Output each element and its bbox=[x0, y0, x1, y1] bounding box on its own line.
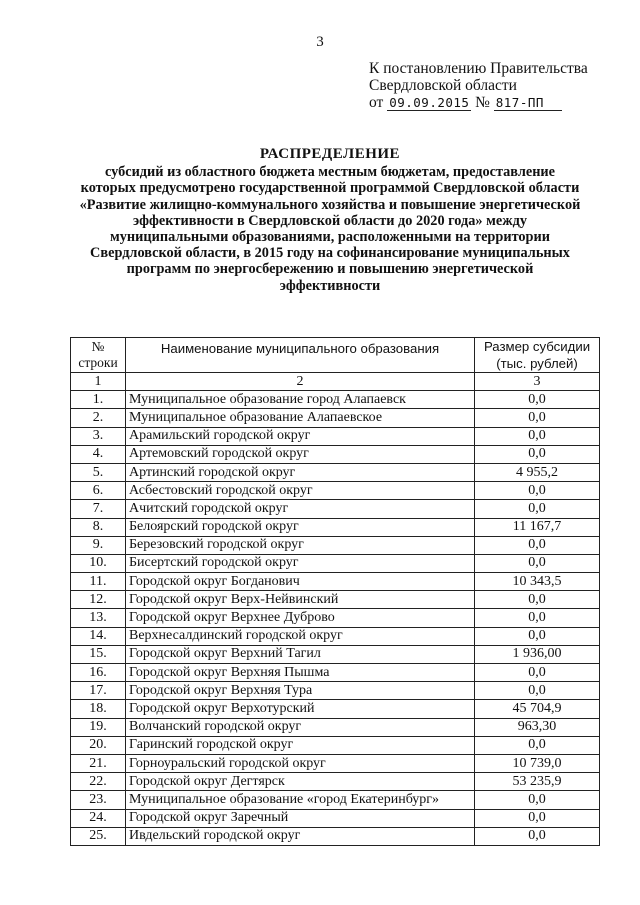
subsidy-value-cell: 0,0 bbox=[475, 809, 600, 827]
row-number-cell: 16. bbox=[71, 664, 126, 682]
municipality-name-cell: Ивдельский городской округ bbox=[126, 827, 475, 845]
row-number-cell: 12. bbox=[71, 591, 126, 609]
table-row bbox=[71, 609, 600, 627]
table-row bbox=[71, 627, 600, 645]
row-number-cell: 25. bbox=[71, 827, 126, 845]
document-title bbox=[60, 146, 600, 294]
municipality-name-cell: Горноуральский городской округ bbox=[126, 754, 475, 772]
title-line: которых предусмотрено государственной программой Свердловской области bbox=[80, 180, 580, 197]
table-row bbox=[71, 736, 600, 754]
municipality-name-cell: Ачитский городской округ bbox=[126, 500, 475, 518]
row-number-cell: 8. bbox=[71, 518, 126, 536]
row-number-cell: 10. bbox=[71, 554, 126, 572]
row-number-cell: 5. bbox=[71, 463, 126, 481]
municipality-name-cell: Березовский городской округ bbox=[126, 536, 475, 554]
row-number-cell: 6. bbox=[71, 482, 126, 500]
subsidy-value-cell: 0,0 bbox=[475, 391, 600, 409]
approval-date: 09.09.2015 bbox=[389, 95, 470, 110]
row-number-cell: 18. bbox=[71, 700, 126, 718]
header-name: Наименование муниципального образования bbox=[126, 338, 475, 373]
header-num-line-1: № bbox=[91, 339, 105, 354]
municipality-name-cell: Гаринский городской округ bbox=[126, 736, 475, 754]
table-row bbox=[71, 682, 600, 700]
municipality-name-cell: Городской округ Верх-Нейвинский bbox=[126, 591, 475, 609]
approval-block bbox=[369, 60, 588, 111]
subsidy-table bbox=[70, 337, 600, 846]
row-number-cell: 21. bbox=[71, 754, 126, 772]
title-line: муниципальными образованиями, расположенными на территории bbox=[110, 229, 550, 246]
row-number-cell: 15. bbox=[71, 645, 126, 663]
from-label: от bbox=[369, 94, 384, 111]
table-row bbox=[71, 427, 600, 445]
municipality-name-cell: Городской округ Верхняя Тура bbox=[126, 682, 475, 700]
table-index-row bbox=[71, 373, 600, 391]
row-number-cell: 17. bbox=[71, 682, 126, 700]
table-row bbox=[71, 391, 600, 409]
municipality-name-cell: Городской округ Верхнее Дуброво bbox=[126, 609, 475, 627]
table-row bbox=[71, 791, 600, 809]
row-number-cell: 22. bbox=[71, 773, 126, 791]
table-row bbox=[71, 482, 600, 500]
table-row bbox=[71, 536, 600, 554]
row-number-cell: 2. bbox=[71, 409, 126, 427]
row-number-cell: 20. bbox=[71, 736, 126, 754]
table-row bbox=[71, 445, 600, 463]
subsidy-value-cell: 0,0 bbox=[475, 827, 600, 845]
subsidy-value-cell: 1 936,00 bbox=[475, 645, 600, 663]
row-number-cell: 9. bbox=[71, 536, 126, 554]
subsidy-value-cell: 0,0 bbox=[475, 609, 600, 627]
subsidy-value-cell: 0,0 bbox=[475, 536, 600, 554]
municipality-name-cell: Волчанский городской округ bbox=[126, 718, 475, 736]
header-row-number bbox=[71, 338, 126, 373]
title-line: «Развитие жилищно-коммунального хозяйства и повышение энергетической bbox=[79, 196, 581, 213]
title-line: эффективности bbox=[279, 277, 381, 294]
title-line: Свердловской области, в 2015 году на софинансирование муниципальных bbox=[90, 245, 570, 262]
table-row bbox=[71, 463, 600, 481]
header-size-line-2: (тыс. рублей) bbox=[496, 356, 578, 371]
table-header-row bbox=[71, 338, 600, 373]
subsidy-value-cell: 0,0 bbox=[475, 554, 600, 572]
municipality-name-cell: Городской округ Верхняя Пышма bbox=[126, 664, 475, 682]
municipality-name-cell: Городской округ Дегтярск bbox=[126, 773, 475, 791]
municipality-name-cell: Городской округ Верхний Тагил bbox=[126, 645, 475, 663]
municipality-name-cell: Муниципальное образование город Алапаевск bbox=[126, 391, 475, 409]
subsidy-value-cell: 0,0 bbox=[475, 682, 600, 700]
table-row bbox=[71, 809, 600, 827]
row-number-cell: 13. bbox=[71, 609, 126, 627]
approval-date-line bbox=[369, 94, 588, 111]
municipality-name-cell: Арамильский городской округ bbox=[126, 427, 475, 445]
subsidy-value-cell: 0,0 bbox=[475, 736, 600, 754]
subsidy-value-cell: 10 343,5 bbox=[475, 573, 600, 591]
subsidy-value-cell: 11 167,7 bbox=[475, 518, 600, 536]
municipality-name-cell: Белоярский городской округ bbox=[126, 518, 475, 536]
municipality-name-cell: Артемовский городской округ bbox=[126, 445, 475, 463]
row-number-cell: 19. bbox=[71, 718, 126, 736]
row-number-cell: 23. bbox=[71, 791, 126, 809]
subsidy-value-cell: 53 235,9 bbox=[475, 773, 600, 791]
row-number-cell: 24. bbox=[71, 809, 126, 827]
title-line: программ по энергосбережению и повышению энергетической bbox=[126, 261, 534, 278]
subsidy-value-cell: 0,0 bbox=[475, 627, 600, 645]
index-cell: 2 bbox=[126, 373, 475, 391]
subsidy-value-cell: 0,0 bbox=[475, 445, 600, 463]
municipality-name-cell: Асбестовский городской округ bbox=[126, 482, 475, 500]
subsidy-value-cell: 0,0 bbox=[475, 427, 600, 445]
index-cell: 3 bbox=[475, 373, 600, 391]
approval-line-1: К постановлению Правительства bbox=[369, 60, 588, 77]
subsidy-value-cell: 963,30 bbox=[475, 718, 600, 736]
municipality-name-cell: Бисертский городской округ bbox=[126, 554, 475, 572]
municipality-name-cell: Городской округ Верхотурский bbox=[126, 700, 475, 718]
number-label: № bbox=[475, 94, 490, 111]
row-number-cell: 11. bbox=[71, 573, 126, 591]
subsidy-value-cell: 0,0 bbox=[475, 409, 600, 427]
table-row bbox=[71, 518, 600, 536]
subsidy-value-cell: 0,0 bbox=[475, 591, 600, 609]
table-row bbox=[71, 591, 600, 609]
subsidy-value-cell: 4 955,2 bbox=[475, 463, 600, 481]
subsidy-value-cell: 0,0 bbox=[475, 500, 600, 518]
table-row bbox=[71, 827, 600, 845]
table-row bbox=[71, 754, 600, 772]
table-row bbox=[71, 773, 600, 791]
row-number-cell: 1. bbox=[71, 391, 126, 409]
approval-number: 817-ПП bbox=[494, 96, 562, 111]
municipality-name-cell: Муниципальное образование Алапаевское bbox=[126, 409, 475, 427]
page-number: 3 bbox=[316, 34, 324, 50]
subsidy-value-cell: 10 739,0 bbox=[475, 754, 600, 772]
subsidy-value-cell: 0,0 bbox=[475, 791, 600, 809]
row-number-cell: 14. bbox=[71, 627, 126, 645]
table-row bbox=[71, 500, 600, 518]
municipality-name-cell: Городской округ Заречный bbox=[126, 809, 475, 827]
row-number-cell: 7. bbox=[71, 500, 126, 518]
subsidy-value-cell: 45 704,9 bbox=[475, 700, 600, 718]
municipality-name-cell: Городской округ Богданович bbox=[126, 573, 475, 591]
municipality-name-cell: Верхнесалдинский городской округ bbox=[126, 627, 475, 645]
table-row bbox=[71, 554, 600, 572]
table-row bbox=[71, 718, 600, 736]
municipality-name-cell: Муниципальное образование «город Екатеринбург» bbox=[126, 791, 475, 809]
index-cell: 1 bbox=[71, 373, 126, 391]
subsidy-value-cell: 0,0 bbox=[475, 664, 600, 682]
table-row bbox=[71, 664, 600, 682]
table-row bbox=[71, 700, 600, 718]
approval-line-2: Свердловской области bbox=[369, 77, 517, 94]
header-size-line-1: Размер субсидии bbox=[483, 339, 591, 354]
municipality-name-cell: Артинский городской округ bbox=[126, 463, 475, 481]
title-heading: РАСПРЕДЕЛЕНИЕ bbox=[259, 146, 401, 162]
row-number-cell: 4. bbox=[71, 445, 126, 463]
header-num-line-2: строки bbox=[78, 355, 118, 370]
subsidy-value-cell: 0,0 bbox=[475, 482, 600, 500]
row-number-cell: 3. bbox=[71, 427, 126, 445]
title-line: субсидий из областного бюджета местным бюджетам, предоставление bbox=[104, 164, 556, 181]
title-line: эффективности в Свердловской области до 2020 года» между bbox=[133, 212, 527, 229]
table-row bbox=[71, 409, 600, 427]
table-row bbox=[71, 573, 600, 591]
table-row bbox=[71, 645, 600, 663]
header-size bbox=[475, 338, 600, 373]
